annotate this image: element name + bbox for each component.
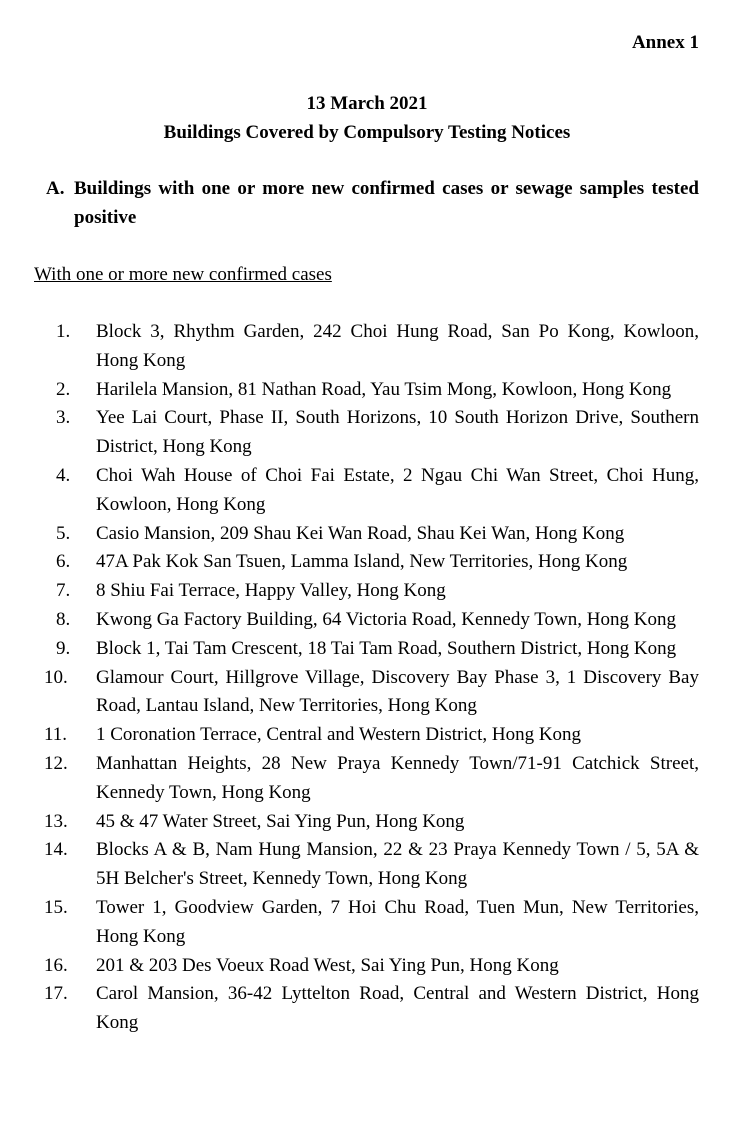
- list-item: [44, 376, 699, 405]
- list-item-number: 12.: [44, 752, 68, 774]
- list-item-number: 9.: [56, 637, 71, 659]
- list-item-number: 16.: [44, 954, 68, 976]
- list-item: [44, 721, 699, 750]
- list-item-number: 17.: [44, 983, 68, 1005]
- list-item-number: 14.: [44, 839, 68, 861]
- list-item-address: Kwong Ga Factory Building, 64 Victoria Road, Kennedy Town, Hong Kong: [96, 608, 676, 630]
- list-item-number: 8.: [56, 608, 71, 630]
- document-header: [0, 89, 734, 147]
- list-item-address: Blocks A & B, Nam Hung Mansion, 22 & 23 Praya Kennedy Town / 5, 5A & 5H Belcher's Street, Kennedy Town, Hong Kong: [96, 839, 699, 890]
- list-item-address: Carol Mansion, 36-42 Lyttelton Road, Central and Western District, Hong Kong: [96, 983, 699, 1034]
- list-item: [44, 635, 699, 664]
- list-item-number: 1.: [56, 321, 71, 342]
- list-item-number: 6.: [56, 551, 71, 573]
- document-title: Buildings Covered by Compulsory Testing Notices: [163, 122, 571, 143]
- list-item-number: 2.: [56, 378, 71, 400]
- building-list: [44, 318, 699, 1038]
- annex-label: Annex 1: [631, 32, 699, 53]
- list-item-number: 15.: [44, 896, 68, 918]
- list-item-address: 47A Pak Kok San Tsuen, Lamma Island, New Territories, Hong Kong: [96, 551, 628, 573]
- list-item: [44, 318, 699, 376]
- list-item-address: Manhattan Heights, 28 New Praya Kennedy Town/71-91 Catchick Street, Kennedy Town, Hong Kong: [96, 752, 699, 803]
- list-item-address: Choi Wah House of Choi Fai Estate, 2 Ngau Chi Wan Street, Choi Hung, Kowloon, Hong Kong: [96, 464, 699, 515]
- list-item: [44, 664, 699, 722]
- list-item: [44, 952, 699, 981]
- list-item-address: Block 1, Tai Tam Crescent, 18 Tai Tam Road, Southern District, Hong Kong: [96, 637, 677, 659]
- list-item: [44, 808, 699, 837]
- list-item: [44, 577, 699, 606]
- list-item-number: 5.: [56, 522, 71, 544]
- list-item: [44, 750, 699, 808]
- list-item-number: 13.: [44, 810, 68, 832]
- list-item-address: 201 & 203 Des Voeux Road West, Sai Ying Pun, Hong Kong: [96, 954, 559, 976]
- document-date: 13 March 2021: [306, 93, 428, 114]
- list-item: [44, 894, 699, 952]
- confirmed-cases-subheading: With one or more new confirmed cases: [34, 264, 332, 285]
- list-item-number: 10.: [44, 666, 68, 688]
- list-item-address: 1 Coronation Terrace, Central and Western District, Hong Kong: [96, 724, 582, 746]
- list-item-address: 45 & 47 Water Street, Sai Ying Pun, Hong Kong: [96, 810, 465, 832]
- list-item-number: 4.: [56, 464, 71, 486]
- list-item: [44, 980, 699, 1038]
- section-a-letter: A.: [46, 178, 65, 199]
- list-item-address: Glamour Court, Hillgrove Village, Discovery Bay Phase 3, 1 Discovery Bay Road, Lantau Island, New Territories, Hong Kong: [96, 666, 699, 717]
- list-item: [44, 404, 699, 462]
- list-item-address: 8 Shiu Fai Terrace, Happy Valley, Hong Kong: [96, 580, 446, 602]
- list-item-address: Block 3, Rhythm Garden, 242 Choi Hung Road, San Po Kong, Kowloon, Hong Kong: [96, 321, 699, 371]
- list-item-address: Tower 1, Goodview Garden, 7 Hoi Chu Road, Tuen Mun, New Territories, Hong Kong: [96, 896, 699, 947]
- list-item: [44, 548, 699, 577]
- list-item-number: 3.: [56, 407, 71, 429]
- section-a-heading: [46, 174, 699, 232]
- list-item: [44, 606, 699, 635]
- list-item-number: 11.: [44, 724, 68, 746]
- section-a-text: Buildings with one or more new confirmed cases or sewage samples tested positive: [74, 178, 699, 228]
- list-item: [44, 462, 699, 520]
- list-item: [44, 836, 699, 894]
- list-item-address: Casio Mansion, 209 Shau Kei Wan Road, Shau Kei Wan, Hong Kong: [96, 522, 625, 544]
- list-item: [44, 520, 699, 549]
- list-item-number: 7.: [56, 580, 71, 602]
- list-item-address: Yee Lai Court, Phase II, South Horizons, 10 South Horizon Drive, Southern District, Hong Kong: [96, 407, 699, 458]
- list-item-address: Harilela Mansion, 81 Nathan Road, Yau Tsim Mong, Kowloon, Hong Kong: [96, 378, 672, 400]
